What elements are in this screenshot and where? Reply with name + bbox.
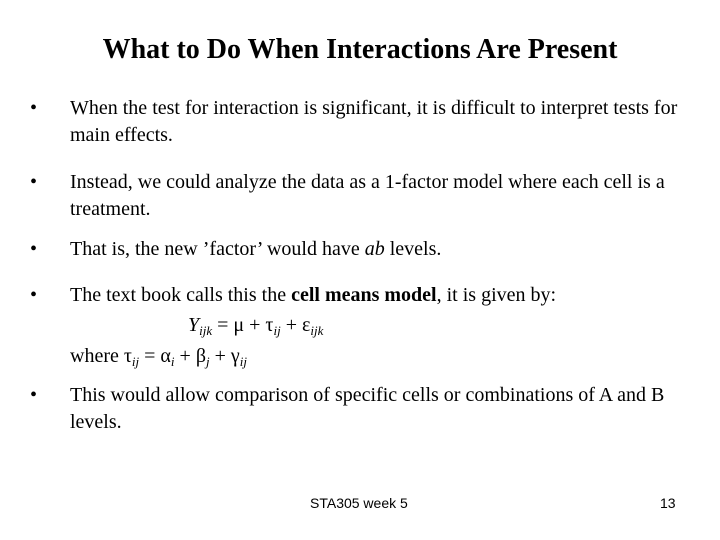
bullet-item (30, 169, 680, 223)
formula-subscript: j (206, 354, 210, 369)
formula-operator: + (209, 345, 231, 367)
formula-symbol: τ (123, 345, 132, 367)
cell-means-model-formula (188, 314, 323, 337)
slide-title: What to Do When Interactions Are Present (102, 34, 618, 65)
formula-subscript: ij (273, 323, 281, 338)
formula-symbol: Y (188, 314, 200, 336)
formula-symbol: μ (233, 314, 245, 336)
formula-symbol: τ (265, 314, 274, 336)
where-formula (70, 345, 247, 368)
bullet-marker: • (30, 284, 38, 306)
page-number: 13 (660, 495, 676, 511)
bullet-text-part: That is, the new ’factor’ would have (70, 238, 365, 260)
bullet-item (30, 95, 680, 149)
formula-text: where (70, 345, 124, 367)
bullet-marker: • (30, 384, 38, 406)
formula-symbol: γ (230, 345, 240, 367)
bullet-marker: • (30, 171, 38, 193)
formula-operator: + (280, 314, 302, 336)
formula-symbol: β (195, 345, 206, 367)
bullet-text: This would allow comparison of specific cells or combinations of A and B levels. (70, 384, 665, 433)
bullet-text-part: , it is given by: (436, 284, 557, 306)
bullet-text (70, 282, 680, 309)
formula-subscript: ijk (310, 323, 324, 338)
bullet-marker: • (30, 97, 38, 119)
formula-subscript: ij (239, 354, 247, 369)
formula-subscript: i (170, 354, 175, 369)
bullet-text: Instead, we could analyze the data as a 1-factor model where each cell is a treatment. (70, 171, 665, 220)
bullet-item (30, 282, 680, 309)
bullet-marker: • (30, 238, 38, 260)
bullet-text (70, 236, 680, 263)
formula-operator: + (174, 345, 196, 367)
formula-operator: = (212, 314, 234, 336)
formula-symbol: ε (301, 314, 311, 336)
bullet-text-part: levels. (384, 238, 442, 260)
bullet-text-part: The text book calls this the (70, 284, 292, 306)
formula-operator: = (139, 345, 161, 367)
bullet-emphasis: ab (364, 238, 385, 260)
formula-operator: + (244, 314, 266, 336)
bullet-text: When the test for interaction is significant, it is difficult to interpret tests for main effects. (70, 97, 678, 146)
formula-subscript: ijk (199, 323, 213, 338)
bullet-item (30, 236, 680, 263)
formula-symbol: α (160, 345, 171, 367)
bullet-bold-term: cell means model (291, 284, 437, 306)
footer-course-label: STA305 week 5 (310, 495, 408, 511)
bullet-item (30, 382, 680, 436)
formula-subscript: ij (131, 354, 140, 369)
